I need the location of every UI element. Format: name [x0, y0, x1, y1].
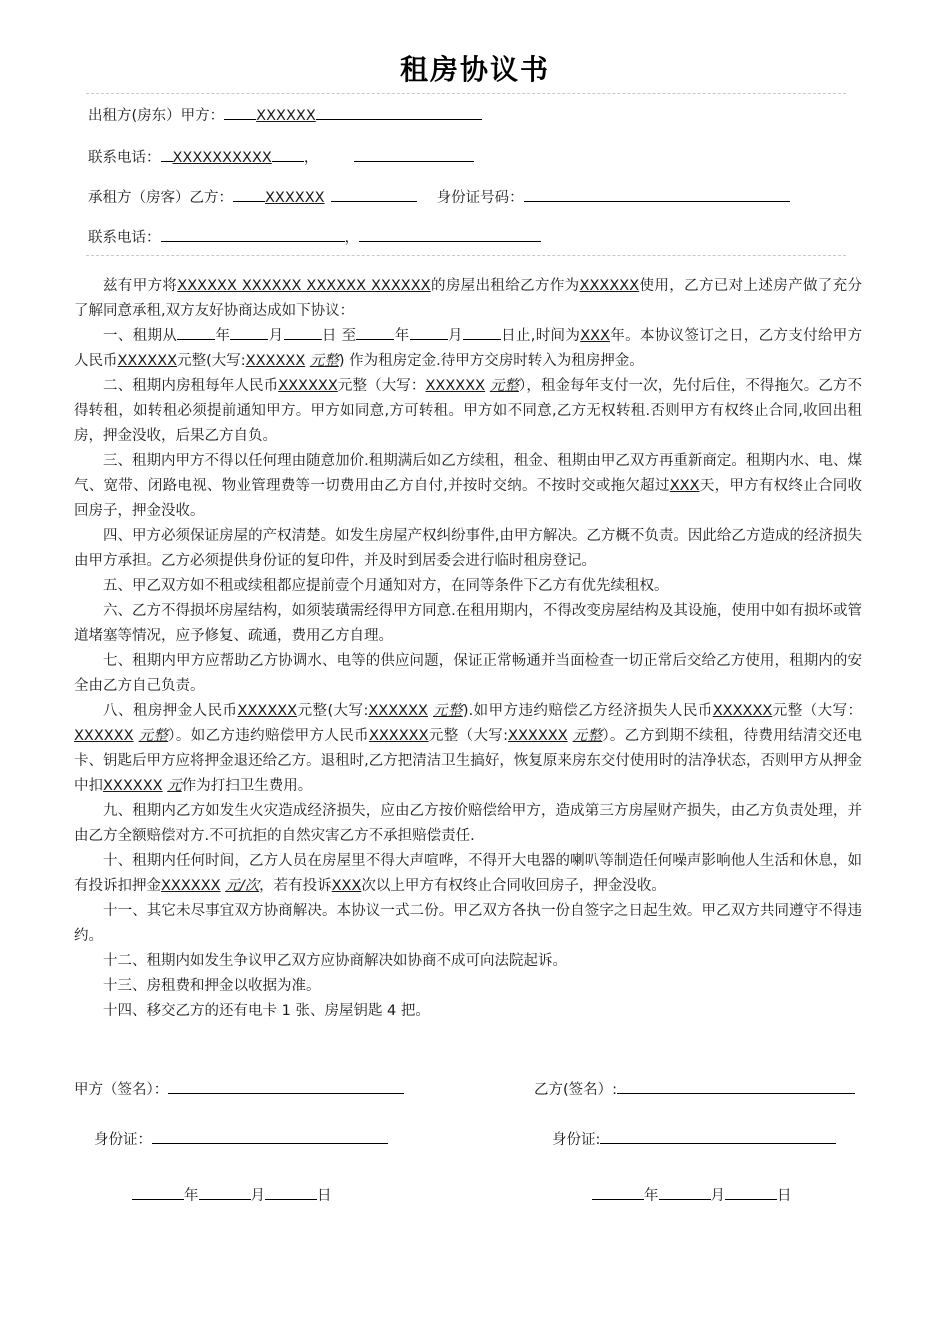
lessor-phone2-fill[interactable] [354, 146, 474, 162]
intro-use: XXXXXX [579, 278, 640, 294]
party-a-day-field[interactable] [265, 1184, 317, 1200]
intro-text-b: 的房屋出租给乙方作为 [430, 278, 580, 294]
c1-amount: XXXXXX [117, 353, 178, 369]
header-bottom-divider [86, 255, 846, 256]
lessee-phone-row [88, 226, 541, 247]
c8-text-c: ).如甲方违约赔偿乙方经济损失人民币 [462, 703, 713, 719]
clause-13: 十三、房租费和押金以收据为准。 [103, 978, 321, 994]
c1-text-j: ) 作为租房定金.待甲方交房时转入为租房押金。 [338, 353, 644, 369]
party-a-year-field[interactable] [132, 1184, 184, 1200]
c2-yuan: 元整 [489, 378, 520, 394]
party-a-sign-field[interactable] [168, 1078, 404, 1094]
c2-amount-cn: XXXXXX [425, 378, 486, 394]
party-b-date-row [592, 1184, 792, 1205]
party-a-month-label: 月 [250, 1188, 265, 1204]
c10-text-b: ，若有投诉 [259, 878, 332, 894]
clause-10 [74, 849, 862, 899]
lessee-phone-fill-a[interactable] [161, 226, 345, 242]
lessee-id-label: 身份证号码： [436, 190, 524, 206]
clause-4: 四、甲方必须保证房屋的产权清楚。如发生房屋产权纠纷事件,由甲方解决。乙方概不负责。因此给乙方造成的经济损失由甲方承担。乙方必须提供身份证的复印件，并及时到居委会进行临时租房登记。 [74, 528, 862, 569]
lessor-phone-fill-a[interactable] [161, 146, 173, 162]
party-a-day-label: 日 [317, 1188, 332, 1204]
c8-comp1: XXXXXX [712, 703, 773, 719]
c1-yuan: 元整 [309, 353, 339, 369]
c1-end-month-label: 月 [447, 328, 463, 344]
c3-text-a: 三、租期内甲方不得以任何理由随意加价.租期满后如乙方续租，租金、租期由甲乙双方再重新商定。租期内水、电、煤气、宽带、闭路电视、物业管理费等一切费用由乙方自付,并按时交纳。不按时交或拖欠超过 [74, 453, 862, 494]
intro-text-c: 使用，乙方已对上述房产做了充分了解同意承租,双方友好协商达成如下协议： [74, 278, 863, 319]
lessee-value: XXXXXX [265, 190, 325, 206]
intro-address: XXXXXX XXXXXX XXXXXX XXXXXX [177, 278, 431, 294]
clause-7: 七、租期内甲方应帮助乙方协调水、电等的供应问题，保证正常畅通并当面检查一切正常后交给乙方使用，租期内的安全由乙方自己负责。 [74, 653, 862, 694]
lessee-phone-fill-b[interactable] [359, 226, 541, 242]
party-b-sign-label: 乙方(签名）: [534, 1082, 618, 1098]
party-b-id-field[interactable] [600, 1128, 836, 1144]
c8-text-h: 作为打扫卫生费用。 [181, 778, 313, 794]
c2-text-c: ），租金每年支付一次，先付后住，不得拖欠。乙方不得转租，如转租必须提前通知甲方。甲方如同意,方可转租。甲方如不同意,乙方无权转租.否则甲方有权终止合同,收回出租房，押金没收，后果乙方自负。 [74, 378, 863, 444]
party-b-year-label: 年 [644, 1188, 659, 1204]
clause-11: 十一、其它未尽事宜双方协商解决。本协议一式二份。甲乙双方各执一份自签字之日起生效。甲乙双方共同遵守不得违约。 [74, 903, 862, 944]
clause-5: 五、甲乙双方如不租或续租都应提前壹个月通知对方，在同等条件下乙方有优先续租权。 [103, 578, 669, 594]
c1-year-label: 年 [215, 328, 231, 344]
lessor-phone-label: 联系电话： [88, 150, 161, 166]
lessor-phone-fill-b[interactable] [272, 146, 304, 162]
c8-comp1-cn: XXXXXX [74, 728, 134, 744]
lessee-id-fill[interactable] [524, 186, 790, 202]
c8-clean: XXXXXX [103, 778, 163, 794]
party-b-sign-field[interactable] [617, 1078, 855, 1094]
c10-text-c: 次以上甲方有权终止合同收回房子，押金没收。 [361, 878, 666, 894]
c8-text-e: ）。如乙方违约赔偿甲方人民币 [168, 728, 369, 744]
lessor-phone-row [88, 146, 474, 167]
clause-9: 九、租期内乙方如发生火灾造成经济损失，应由乙方按价赔偿给甲方，造成第三方房屋财产损失，由乙方负责处理，并由乙方全额赔偿对方.不可抗拒的自然灾害乙方不承担赔偿责任. [74, 803, 862, 844]
c1-start-year-fill[interactable] [177, 324, 215, 340]
c1-years: XXX [580, 328, 611, 344]
c8-text-a: 八、租房押金人民币 [103, 703, 238, 719]
c8-yuan-4: 元 [167, 778, 182, 794]
c2-amount: XXXXXX [278, 378, 338, 394]
clause-1 [74, 324, 862, 374]
c8-comp2-cn: XXXXXX [508, 728, 568, 744]
document-title: 租房协议书 [399, 53, 550, 86]
lessee-phone-separator: ， [344, 230, 359, 246]
party-b-id-label: 身份证: [552, 1132, 601, 1148]
party-a-id-row [94, 1128, 388, 1149]
clause-6: 六、乙方不得损坏房屋结构，如须装璜需经得甲方同意.在租用期内，不得改变房屋结构及其设施，使用中如有损坏或管道堵塞等情况，应予修复、疏通，费用乙方自理。 [74, 603, 862, 644]
c8-text-g: ）。乙方到期不续租，待费用结清交还电卡、钥匙后甲方应将押金退还给乙方。退租时,乙方把清洁卫生搞好，恢复原来房东交付使用时的洁净状态，否则甲方从押金中扣 [74, 728, 863, 794]
clause-12: 十二、租期内如发生争议甲乙双方应协商解决如协商不成可向法院起诉。 [103, 953, 567, 969]
c1-amount-cn: XXXXXX [245, 353, 306, 369]
party-b-month-label: 月 [710, 1188, 725, 1204]
party-a-date-row [132, 1184, 332, 1205]
lessee-label: 承租方（房客）乙方： [88, 190, 233, 206]
lessor-label: 出租方(房东）甲方： [88, 108, 225, 124]
party-b-month-field[interactable] [659, 1184, 711, 1200]
lessor-fill-a[interactable] [224, 104, 256, 120]
c8-comp2: XXXXXX [368, 728, 429, 744]
clause-2 [74, 374, 862, 449]
party-b-signature-row [534, 1078, 855, 1099]
contract-body [74, 274, 862, 1024]
c10-unit: 元/次 [225, 878, 260, 894]
party-a-year-label: 年 [184, 1188, 199, 1204]
c1-start-day-fill[interactable] [284, 324, 322, 340]
c8-deposit-cn: XXXXXX [368, 703, 428, 719]
c1-text-g: 日止,时间为 [500, 328, 581, 344]
c2-text-a: 二、租期内房租每年人民币 [103, 378, 279, 394]
c1-text-h: 年。本协议签订之日，乙方支付给甲方人民币 [74, 328, 863, 369]
c8-yuan-3: 元整 [572, 728, 603, 744]
c1-end-year-label: 年 [394, 328, 410, 344]
header-top-divider [86, 93, 846, 94]
party-a-id-label: 身份证： [94, 1132, 152, 1148]
party-b-year-field[interactable] [592, 1184, 644, 1200]
c1-month-label: 月 [268, 328, 284, 344]
clause-intro [74, 274, 862, 324]
party-a-signature-row [74, 1078, 404, 1099]
c8-yuan-1: 元整 [433, 703, 463, 719]
c1-start-month-fill[interactable] [230, 324, 268, 340]
phone-separator: ， [303, 150, 319, 166]
c1-end-month-fill[interactable] [410, 324, 448, 340]
lessor-row [88, 104, 482, 125]
c3-text-b: 天，甲方有权终止合同收回房子，押金没收。 [74, 478, 863, 519]
lessor-fill-b[interactable] [316, 104, 482, 120]
party-b-day-field[interactable] [725, 1184, 777, 1200]
lessee-fill-b[interactable] [331, 186, 417, 202]
lessee-phone-label: 联系电话： [88, 230, 161, 246]
c1-day-to-label: 日 至 [321, 328, 357, 344]
c10-times: XXX [331, 878, 362, 894]
clause-14: 十四、移交乙方的还有电卡 1 张、房屋钥匙 4 把。 [103, 1003, 430, 1019]
c1-end-year-fill[interactable] [356, 324, 394, 340]
c10-text-a: 十、租期内任何时间，乙方人员在房屋里不得大声喧哗，不得开大电器的喇叭等制造任何噪声影响他人生活和休息，如有投诉扣押金 [74, 853, 862, 894]
lessee-row [88, 186, 790, 207]
c10-amount: XXXXXX [161, 878, 221, 894]
c8-text-b: 元整(大写: [297, 703, 369, 719]
clause-8 [74, 699, 862, 799]
clause-3 [74, 449, 862, 524]
c8-text-d: 元整（大写： [772, 703, 863, 719]
party-b-day-label: 日 [777, 1188, 792, 1204]
lessor-phone-value: XXXXXXXXXX [172, 150, 272, 166]
c8-text-f: 元整（大写: [428, 728, 509, 744]
c1-end-day-fill[interactable] [463, 324, 501, 340]
lessor-value: XXXXXX [256, 108, 316, 124]
c3-days: XXX [669, 478, 700, 494]
c2-text-b: 元整（大写： [337, 378, 426, 394]
party-a-id-field[interactable] [152, 1128, 388, 1144]
party-a-month-field[interactable] [199, 1184, 251, 1200]
intro-text-a: 兹有甲方将 [103, 278, 178, 294]
c8-deposit: XXXXXX [237, 703, 298, 719]
party-b-id-row [552, 1128, 836, 1149]
lessee-fill-a[interactable] [233, 186, 265, 202]
c1-text-i: 元整(大写: [177, 353, 246, 369]
party-a-sign-label: 甲方（签名）： [74, 1082, 169, 1098]
c8-yuan-2: 元整 [138, 728, 169, 744]
c1-text-a: 一、租期从 [103, 328, 178, 344]
